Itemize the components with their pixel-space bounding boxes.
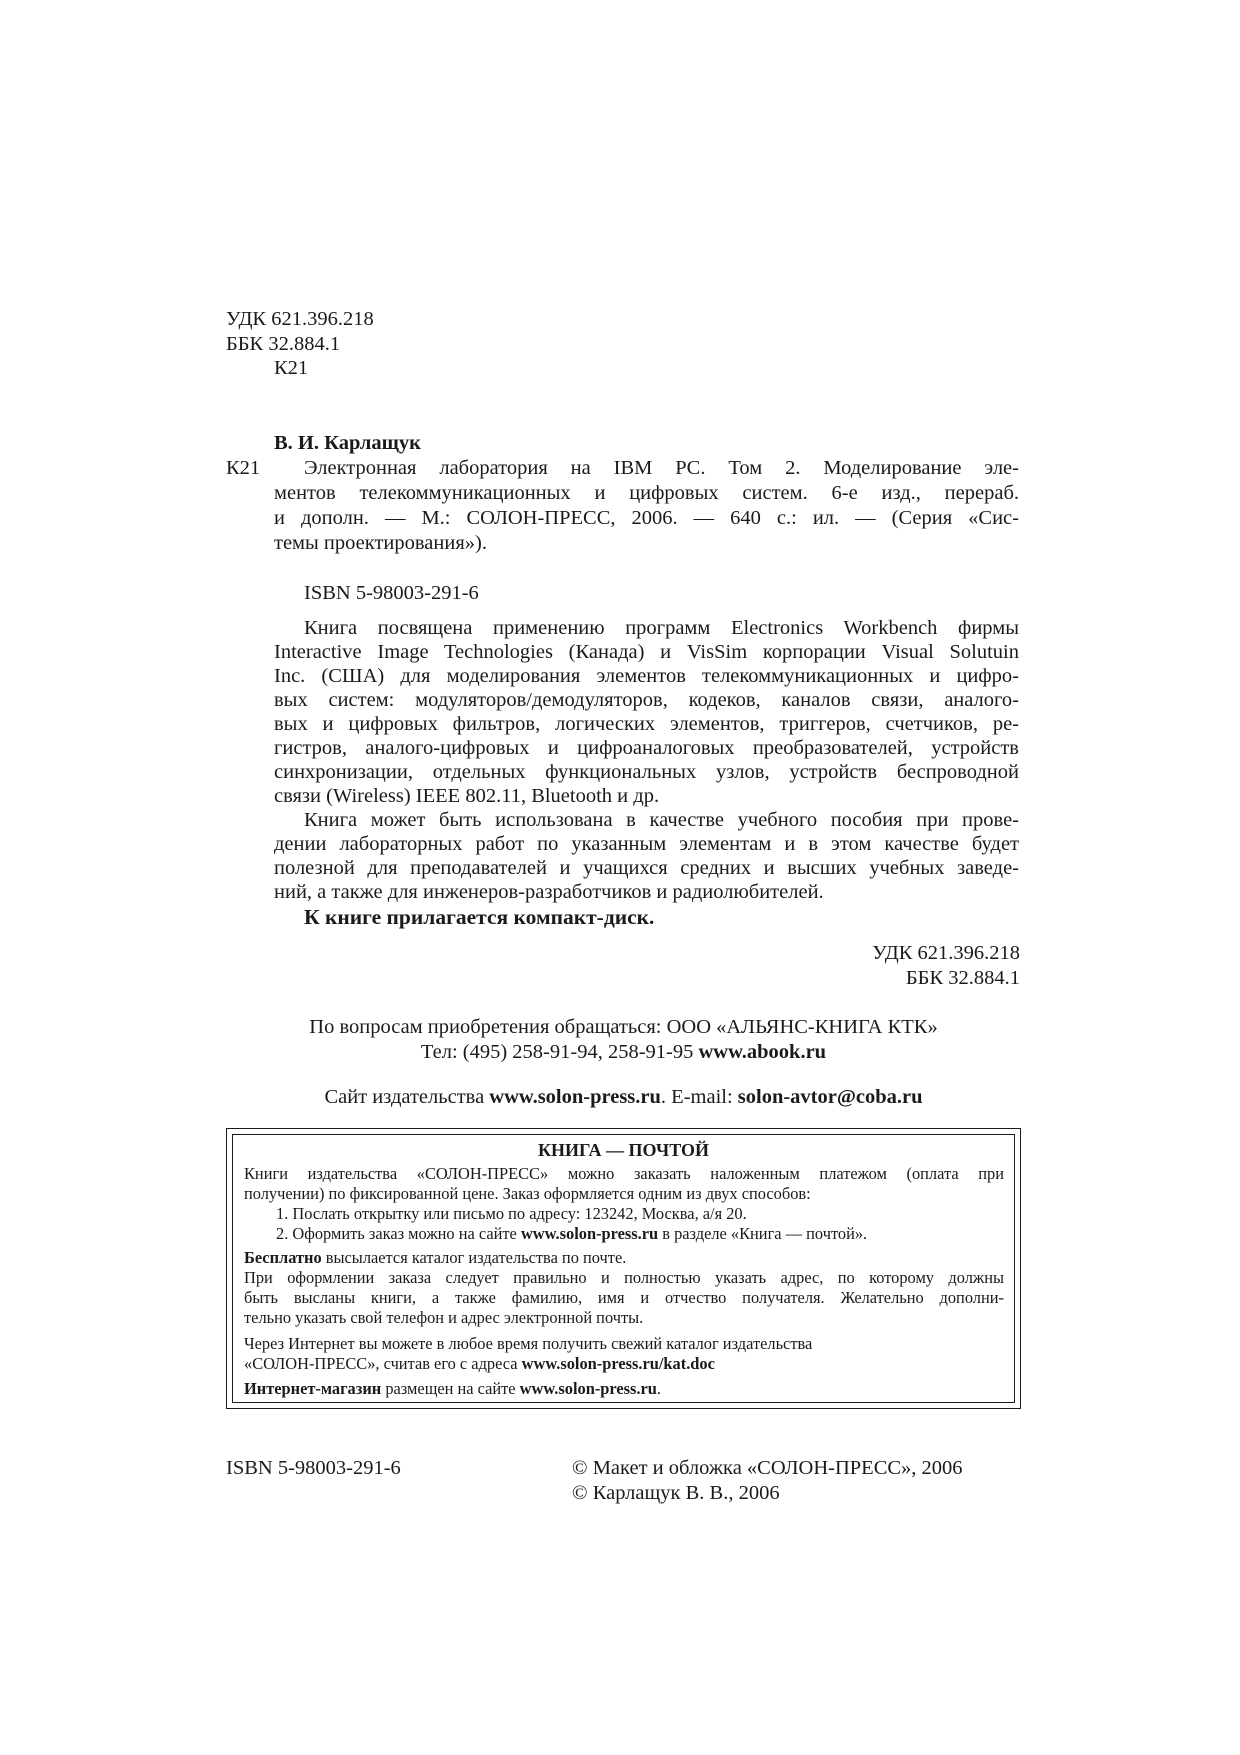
annotation-p2-line-3: полезной для преподавателей и учащихся средних и высших учебных заведе-: [274, 857, 1019, 879]
bbk-value: 32.884.1: [268, 333, 341, 355]
shop-link[interactable]: www.solon-press.ru: [519, 1379, 657, 1398]
bib-isbn: ISBN 5-98003-291-6: [304, 582, 479, 604]
bbk-right: ББК 32.884.1: [905, 967, 1020, 989]
annotation-p2-line-4: ний, а также для инженеров-разработчиков и радиолюбителей.: [274, 881, 824, 903]
annotation-p1-line-4: вых систем: модуляторов/демодуляторов, кодеков, каналов связи, аналого-: [274, 689, 1019, 711]
order-line-2: быть высланы книги, а также фамилию, имя и отчество получателя. Желательно дополни-: [244, 1288, 1004, 1307]
option-2-suffix: в разделе «Книга — почтой».: [658, 1224, 868, 1243]
site-line: [226, 1085, 1021, 1110]
annotation-p2-line-2: дении лабораторных работ по указанным элементам и в этом качестве будет: [274, 833, 1019, 855]
mail-option-1: 1. Послать открытку или письмо по адресу: 123242, Москва, а/я 20.: [276, 1204, 747, 1223]
bib-line-1: Электронная лаборатория на IBM PC. Том 2. Моделирование эле-: [304, 457, 1019, 479]
author-mark: К21: [274, 357, 309, 379]
shop-label: Интернет-магазин: [244, 1379, 382, 1398]
order-line-3: тельно указать свой телефон и адрес электронной почты.: [244, 1308, 644, 1327]
annotation-p1-line-8: связи (Wireless) IEEE 802.11, Bluetooth и др.: [274, 785, 660, 807]
annotation-p1-line-3: Inc. (США) для моделирования элементов телекоммуникационных и цифро-: [274, 665, 1019, 687]
annotation-p1-line-5: вых и цифровых фильтров, логических элементов, триггеров, счетчиков, ре-: [274, 713, 1019, 735]
catalog-line-1: Через Интернет вы можете в любое время получить свежий каталог издательства: [244, 1334, 813, 1353]
copyright-author: © Карлащук В. В., 2006: [572, 1482, 780, 1504]
bbk-top: [226, 332, 340, 357]
bib-line-4: темы проектирования»).: [274, 532, 487, 554]
email-label: . E-mail:: [660, 1086, 738, 1108]
email-link[interactable]: solon-avtor@coba.ru: [737, 1086, 923, 1108]
purchase-line: По вопросам приобретения обращаться: ООО «АЛЬЯНС-КНИГА КТК»: [309, 1016, 938, 1038]
mail-order-title: КНИГА — ПОЧТОЙ: [537, 1140, 710, 1160]
bib-mark: К21: [226, 457, 261, 479]
copyright-layout: © Макет и обложка «СОЛОН-ПРЕСС», 2006: [572, 1457, 963, 1479]
mail-intro-line-1: Книги издательства «СОЛОН-ПРЕСС» можно заказать наложенным платежом (оплата при: [244, 1164, 1004, 1183]
cd-note: К книге прилагается компакт-диск.: [304, 905, 655, 929]
mail-intro-line-2: получении) по фиксированной цене. Заказ оформляется одним из двух способов:: [244, 1184, 811, 1203]
shop-end: .: [656, 1379, 661, 1398]
footer-isbn: ISBN 5-98003-291-6: [226, 1457, 401, 1479]
catalog-link[interactable]: www.solon-press.ru/kat.doc: [521, 1354, 715, 1373]
option-2-text: 2. Оформить заказ можно на сайте: [276, 1224, 521, 1243]
udk-value: 621.396.218: [271, 308, 374, 330]
mail-option-2: [276, 1224, 867, 1244]
annotation-p1-line-6: гистров, аналого-цифровых и цифроаналоговых преобразователей, устройств: [274, 737, 1019, 759]
phone-line: [226, 1040, 1021, 1065]
free-label: Бесплатно: [244, 1248, 322, 1267]
catalog-line-2: [244, 1354, 715, 1374]
annotation-p1-line-1: Книга посвящена применению программ Electronics Workbench фирмы: [304, 617, 1019, 639]
bbk-label: ББК: [226, 333, 264, 355]
site-label: Сайт издательства: [324, 1086, 490, 1108]
free-catalog-line: [244, 1248, 626, 1268]
shop-text: размещен на сайте: [381, 1379, 520, 1398]
abook-link[interactable]: www.abook.ru: [698, 1041, 827, 1063]
annotation-p2-line-1: Книга может быть использована в качестве учебного пособия при прове-: [304, 809, 1019, 831]
udk-top: [226, 307, 374, 332]
udk-label: УДК: [226, 308, 267, 330]
annotation-p1-line-7: синхронизации, отдельных функциональных узлов, устройств беспроводной: [274, 761, 1019, 783]
bib-line-3: и дополн. — М.: СОЛОН-ПРЕСС, 2006. — 640 с.: ил. — (Серия «Сис-: [274, 507, 1019, 529]
phone-numbers: Тел: (495) 258-91-94, 258-91-95: [420, 1041, 699, 1063]
bib-line-2: ментов телекоммуникационных и цифровых систем. 6-е изд., перераб.: [274, 482, 1019, 504]
order-line-1: При оформлении заказа следует правильно и полностью указать адрес, по которому должны: [244, 1268, 1004, 1287]
annotation-p1-line-2: Interactive Image Technologies (Канада) и VisSim корпорации Visual Solutuin: [274, 641, 1019, 663]
author-name: В. И. Карлащук: [274, 432, 421, 454]
option-2-link[interactable]: www.solon-press.ru: [520, 1224, 659, 1243]
catalog-text: «СОЛОН-ПРЕСС», считав его с адреса: [244, 1354, 522, 1373]
shop-line: [244, 1379, 661, 1399]
udk-right: УДК 621.396.218: [872, 942, 1020, 964]
solon-site-link[interactable]: www.solon-press.ru: [489, 1086, 661, 1108]
free-text: высылается каталог издательства по почте.: [321, 1248, 627, 1267]
